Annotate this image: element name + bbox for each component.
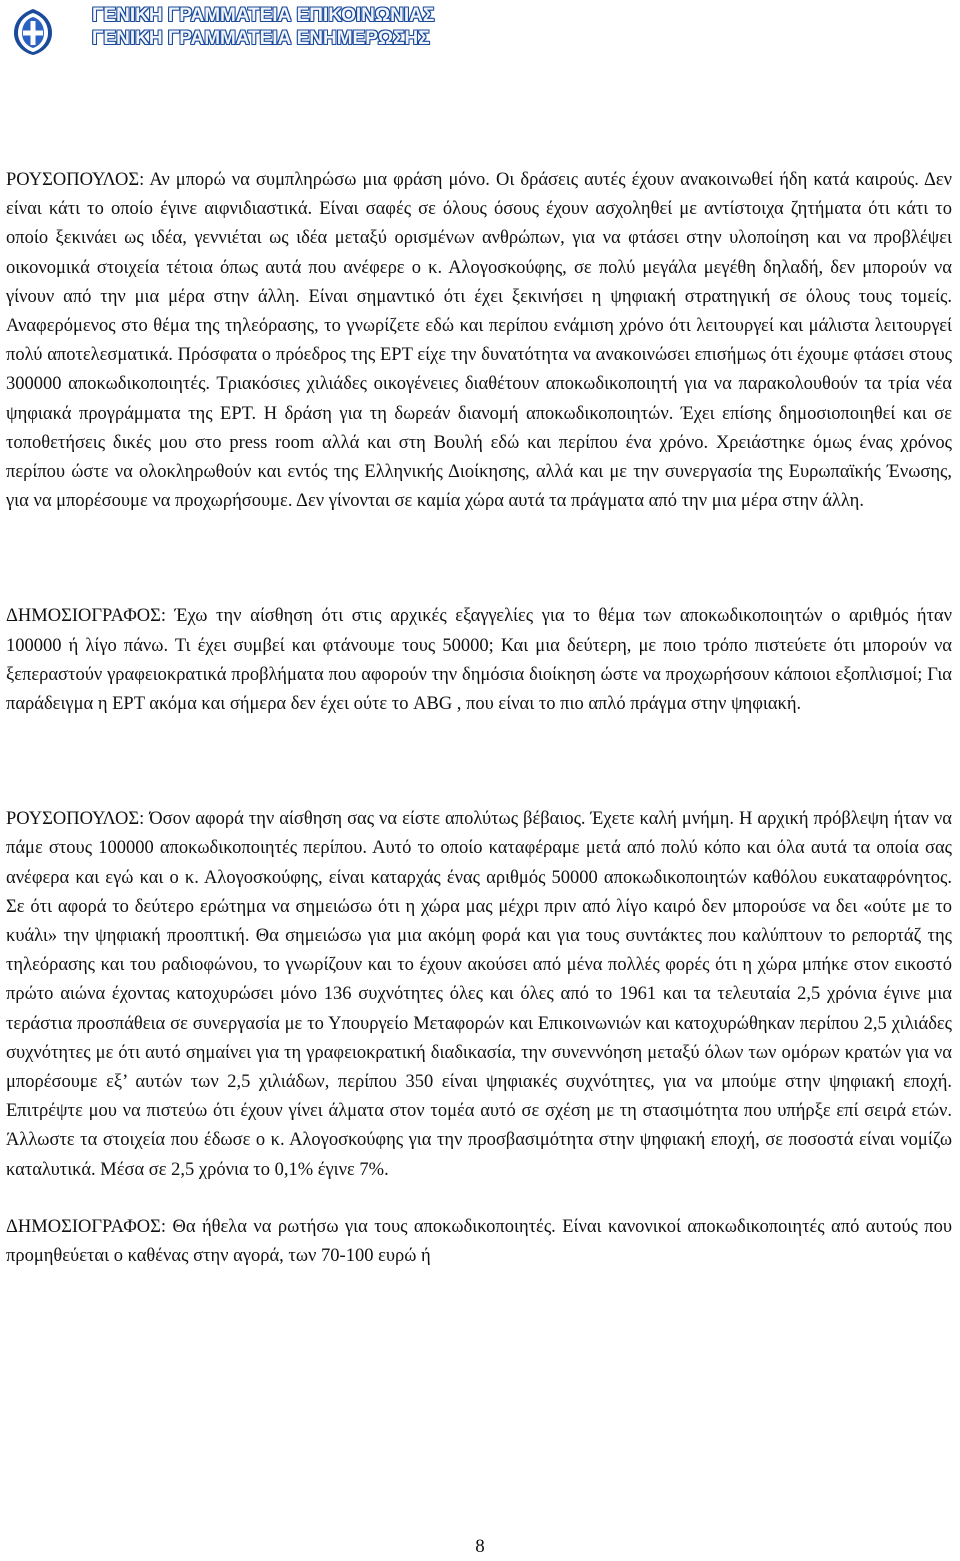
paragraph: ΔΗΜΟΣΙΟΓΡΑΦΟΣ: Έχω την αίσθηση ότι στις αρχικές εξαγγελίες για το θέμα των αποκωδικοποιητών ο αριθμός ήταν 100000 ή λίγο πάνω. Τι έχει συμβεί και φτάνουμε τους 50000; Και μια δεύτερη, με ποιο τρόπο πιστεύετε ότι μπορούν να ξεπεραστούν γραφειοκρατικά προβλήματα που αφορούν την δημόσια διοίκηση ώστε να προχωρήσουν κάποιοι εξοπλισμοί; Για παράδειγμα η ΕΡΤ ακόμα και σήμερα δεν έχει ούτε το ABG , που είναι το πιο απλό πράγμα στην ψηφιακή. [6, 606, 952, 715]
paragraph: ΔΗΜΟΣΙΟΓΡΑΦΟΣ: Θα ήθελα να ρωτήσω για τους αποκωδικοποιητές. Είναι κανονικοί αποκωδικοποιητές από αυτούς που προμηθεύεται ο καθένας στην αγορά, των 70-100 ευρώ ή [6, 1216, 952, 1267]
page-number: 8 [475, 1536, 485, 1557]
greek-coat-of-arms-icon [8, 7, 58, 57]
document-body [6, 166, 952, 1271]
header-title-information: ΓΕΝΙΚΗ ΓΡΑΜΜΑΤΕΙΑ ΕΝΗΜΕΡΩΣΗΣ [92, 28, 430, 49]
document-header [0, 0, 960, 60]
header-title-communication: ΓΕΝΙΚΗ ΓΡΑΜΜΑΤΕΙΑ ΕΠΙΚΟΙΝΩΝΙΑΣ [92, 5, 435, 26]
paragraph: ΡΟΥΣΟΠΟΥΛΟΣ: Αν μπορώ να συμπληρώσω μια φράση μόνο. Οι δράσεις αυτές έχουν ανακοινωθεί ήδη κατά καιρούς. Δεν είναι κάτι το οποίο έγινε αιφνιδιαστικά. Είναι σαφές σε όλους όσους έχουν ασχοληθεί με αντίστοιχα ζητήματα ότι κάτι το οποίο ξεκινάει ως ιδέα, γεννιέται ως ιδέα μεταξύ ορισμένων ανθρώπων, για να φτάσει στην υλοποίηση και να προβλέψει οικονομικά στοιχεία τέτοια όπως αυτά που ανέφερε ο κ. Αλογοσκούφης, σε πολύ μεγάλα μεγέθη δηλαδή, δεν μπορούν να γίνουν από την μια μέρα στην άλλη. Είναι σημαντικό ότι έχει ξεκινήσει η ψηφιακή στρατηγική σε όλους τους τομείς. Αναφερόμενος στο θέμα της τηλεόρασης, το γνωρίζετε εδώ και περίπου ενάμιση χρόνο ότι λειτουργεί και μάλιστα λειτουργεί πολύ αποτελεσματικά. Πρόσφατα ο πρόεδρος της ΕΡΤ είχε την δυνατότητα να ανακοινώσει επισήμως ότι έχουμε φτάσει στους 300000 αποκωδικοποιητές. Τριακόσιες χιλιάδες οικογένειες διαθέτουν αποκωδικοποιητή για να παρακολουθούν τα τρία νέα ψηφιακά προγράμματα της ΕΡΤ. Η δράση για τη δωρεάν διανομή αποκωδικοποιητών. Έχει επίσης δημοσιοποιηθεί και σε τοποθετήσεις δικές μου στο press room αλλά και στη Βουλή εδώ και περίπου ένα χρόνο. Χρειάστηκε όμως ένας χρόνος περίπου ώστε να ολοκληρωθούν και εντός της Ελληνικής Διοίκησης, αλλά και με την συνεργασία της Ευρωπαϊκής Ένωσης, για να μπορέσουμε να προχωρήσουμε. Δεν γίνονται σε καμία χώρα αυτά τα πράγματα από την μια μέρα στην άλλη. [6, 170, 952, 512]
paragraph: ΡΟΥΣΟΠΟΥΛΟΣ: Όσον αφορά την αίσθηση σας να είστε απολύτως βέβαιος. Έχετε καλή μνήμη. Η αρχική πρόβλεψη ήταν να πάμε στους 100000 αποκωδικοποιητές περίπου. Αυτό το οποίο καταφέραμε μετά από πολύ κόπο και όλα αυτά τα οποία σας ανέφερα και εγώ και ο κ. Αλογοσκούφης, είναι καταρχάς ένας αριθμός 50000 αποκωδικοποιητών καθόλου ευκαταφρόνητος. Σε ότι αφορά το δεύτερο ερώτημα να σημειώσω ότι η χώρα μας μέχρι πριν από λίγο καιρό δεν μπορούσε να δει «ούτε με το κυάλι» την ψηφιακή προοπτική. Θα σημειώσω για μια ακόμη φορά και για τους συντάκτες που καλύπτουν το ρεπορτάζ της τηλεόρασης και του ραδιοφώνου, το γνωρίζουν και το έχουν ακούσει από μένα πολλές φορές ότι η χώρα μπήκε στον εικοστό πρώτο αιώνα έχοντας κατοχυρώσει μόνο 136 συχνότητες όλες και όλες από το 1961 και τα τελευταία 2,5 χρόνια έγινε μια τεράστια προσπάθεια σε συνεργασία με το Υπουργείο Μεταφορών και Επικοινωνιών και κατοχυρώθηκαν περίπου 2,5 χιλιάδες συχνότητες με ότι αυτό σημαίνει για τη γραφειοκρατική διαδικασία, την συνεννόηση μεταξύ όλων των ομόρων κρατών για να μπορέσουμε εξ’ αυτών των 2,5 χιλιάδων, περίπου 350 είναι ψηφιακές συχνότητες, για να μπούμε στην ψηφιακή εποχή. Επιτρέψτε μου να πιστεύω ότι έχουν γίνει άλματα στον τομέα αυτό σε σχέση με τη στασιμότητα που υπήρξε επί σειρά ετών. Άλλωστε τα στοιχεία που έδωσε ο κ. Αλογοσκούφης για την προσβασιμότητα στην ψηφιακή εποχή, σε ποσοστά είναι νομίζω καταλυτικά. Μέσα σε 2,5 χρόνια το 0,1% έγινε 7%. [6, 809, 952, 1180]
